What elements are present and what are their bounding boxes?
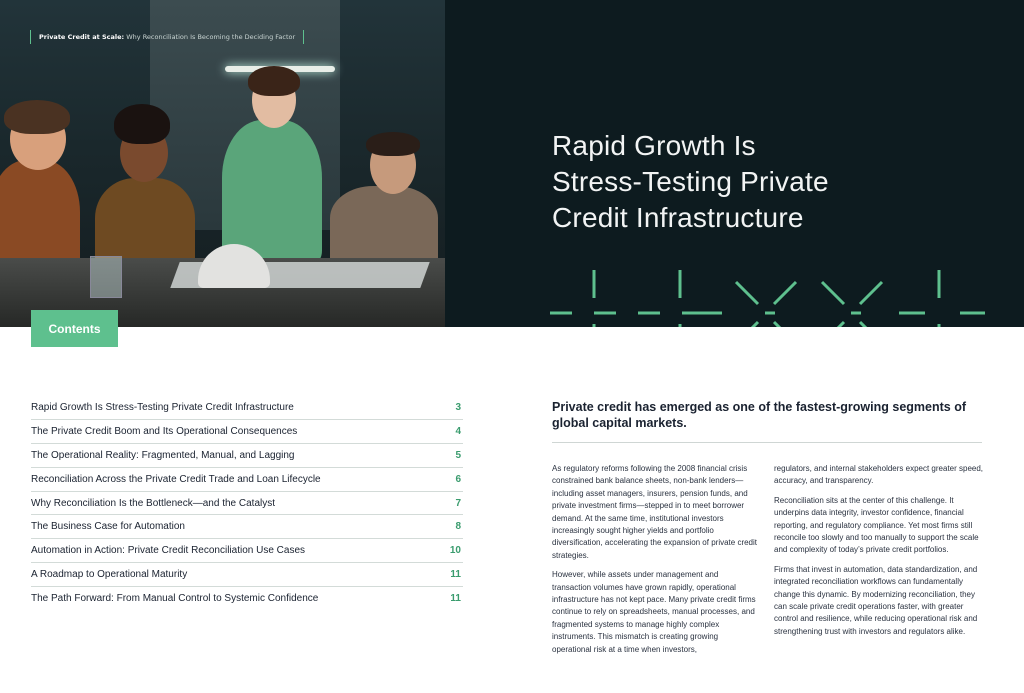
body-paragraph: Reconciliation sits at the center of this challenge. It underpins data integrity, investor confidence, financial reporting, and regulatory compliance. Yet most firms still reconcile too slowly and too manually to support the scale and complexity of today’s private credit portfolios.	[774, 495, 979, 555]
toc-item-page: 5	[455, 449, 461, 461]
toc-item-title: Automation in Action: Private Credit Reconciliation Use Cases	[31, 545, 306, 557]
photo-person-3-hair	[248, 66, 300, 96]
toc-item[interactable]	[31, 515, 463, 539]
toc-item-page: 11	[450, 569, 461, 581]
body-paragraph: Firms that invest in automation, data standardization, and integrated reconciliation workflows can fundamentally change this dynamic. By modernizing reconciliation, they can scale private credit operations faster, with greater control and resilience, while reducing operational risk and strengthening trust with investors and regulators alike.	[774, 564, 978, 636]
meeting-photo	[0, 0, 445, 327]
toc-item[interactable]	[31, 468, 463, 492]
toc-item[interactable]	[31, 587, 463, 610]
toc-item-page: 6	[455, 473, 461, 485]
toc-item-page: 4	[455, 425, 461, 437]
hero-banner	[0, 0, 1024, 327]
photo-person-2-hair	[114, 104, 170, 144]
photo-water-glass	[90, 256, 122, 298]
header-doc-subtitle: Why Reconciliation Is Becoming the Deciding Factor	[126, 33, 296, 41]
toc-item-page: 3	[455, 401, 461, 413]
toc-item-page: 11	[450, 593, 461, 605]
toc-item-title: The Private Credit Boom and Its Operational Consequences	[31, 425, 298, 437]
toc-item-title: The Path Forward: From Manual Control to Systemic Confidence	[31, 593, 319, 605]
toc-item[interactable]	[31, 492, 463, 516]
contents-label: Contents	[31, 310, 118, 347]
header-divider-right	[303, 30, 304, 44]
toc-item-title: The Operational Reality: Fragmented, Manual, and Lagging	[31, 449, 295, 461]
body-paragraph: However, while assets under management and transaction volumes have grown rapidly, operational infrastructure has not kept pace. Many private credit firms continue to rely on spreadsheets, manual processes, and fragmented systems to manage highly complex instruments. This mismatch is creating growing operational risk at a time when investors,	[552, 570, 756, 654]
decorative-pattern	[550, 268, 985, 327]
body-column-1	[552, 463, 757, 663]
body-column-2	[774, 463, 984, 645]
toc-item-title: Rapid Growth Is Stress-Testing Private Credit Infrastructure	[31, 401, 294, 413]
hero-title-line-2: Stress-Testing Private	[552, 166, 829, 197]
photo-person-1-hair	[4, 100, 70, 134]
toc-item-page: 8	[455, 521, 461, 533]
intro-heading: Private credit has emerged as one of the fastest-growing segments of global capital markets.	[552, 400, 966, 430]
toc-item-title: The Business Case for Automation	[31, 521, 185, 533]
body-paragraph: As regulatory reforms following the 2008 financial crisis constrained bank balance sheets, non-bank lenders—including asset managers, insurers, pension funds, and private investment firms—stepped in to meet borrower demand. At the same time, institutional investors increasingly sought higher yields and portfolio diversification, accelerating the expansion of private credit strategies.	[552, 464, 757, 560]
toc-item-title: Reconciliation Across the Private Credit Trade and Loan Lifecycle	[31, 473, 321, 485]
toc-item[interactable]	[31, 420, 463, 444]
header-text	[31, 33, 303, 41]
header-doc-title: Private Credit at Scale:	[39, 33, 125, 41]
toc-item-page: 7	[455, 497, 461, 509]
toc-item[interactable]	[31, 396, 463, 420]
photo-person-4	[330, 186, 438, 266]
body-paragraph: regulators, and internal stakeholders expect greater speed, accuracy, and transparency.	[774, 464, 984, 486]
toc-item[interactable]	[31, 563, 463, 587]
toc-item[interactable]	[31, 539, 463, 563]
running-header	[30, 30, 304, 44]
toc-item-page: 10	[449, 545, 461, 557]
toc-item-title: A Roadmap to Operational Maturity	[31, 569, 188, 581]
hero-title	[552, 128, 992, 236]
hero-title-line-3: Credit Infrastructure	[552, 202, 804, 233]
table-of-contents	[31, 396, 463, 610]
toc-item-title: Why Reconciliation Is the Bottleneck—and the Catalyst	[31, 497, 276, 509]
hero-title-line-1: Rapid Growth Is	[552, 130, 756, 161]
intro-divider	[552, 442, 982, 443]
photo-person-4-hair	[366, 132, 420, 156]
toc-item[interactable]	[31, 444, 463, 468]
